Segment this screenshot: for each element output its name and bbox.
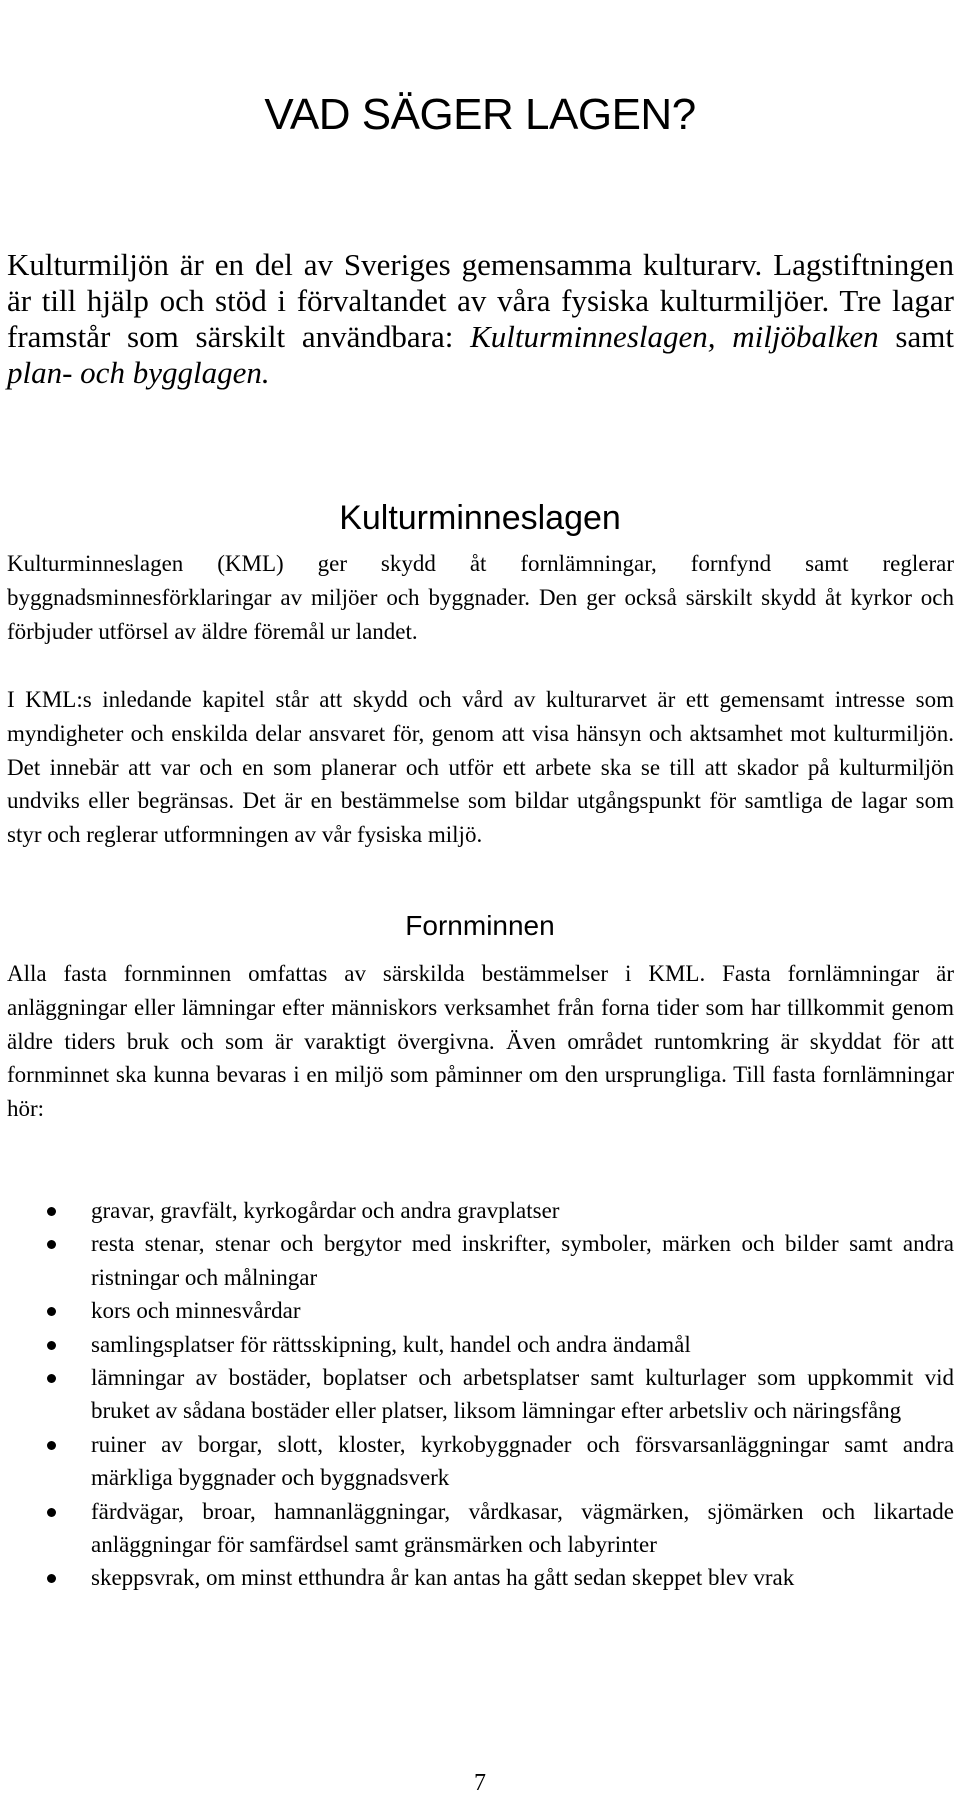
list-item (0, 1361, 960, 1428)
intro-text: Kulturmiljön är en del av Sveriges gemensamma kulturarv. Lagstiftningen är till hjälp och stöd i förvaltandet av våra fysiska kulturmiljöer. Tre lagar framstår som särskilt användbara: (7, 247, 954, 354)
list-item (0, 1227, 960, 1294)
fornminnen-heading: Fornminnen (405, 910, 555, 941)
list-item-text: resta stenar, stenar och bergytor med inskrifter, symboler, märken och bilder samt andra ristningar och målningar (91, 1231, 954, 1290)
bullet-icon (47, 1574, 56, 1583)
list-item (0, 1495, 960, 1562)
law-names-1: Kulturminneslagen, miljöbalken (470, 319, 879, 354)
list-item-text: kors och minnesvårdar (91, 1298, 301, 1324)
list-item-text: färdvägar, broar, hamnanläggningar, vårdkasar, vägmärken, sjömärken och likartade anläggningar för samfärdsel samt gränsmärken och labyrinter (91, 1498, 954, 1558)
list-item-text: ruiner av borgar, slott, kloster, kyrkobyggnader och försvarsanläggningar samt andra märkliga byggnader och byggnadsverk (91, 1431, 954, 1491)
bullet-icon (47, 1341, 56, 1350)
list-item (0, 1561, 960, 1594)
list-item (0, 1294, 960, 1327)
bullet-icon (47, 1374, 56, 1383)
bullet-icon (47, 1207, 56, 1216)
bullet-icon (47, 1508, 56, 1517)
bullet-icon (47, 1441, 56, 1450)
bullet-icon (47, 1307, 56, 1316)
intro-conjunction: samt (878, 319, 954, 354)
law-names-2: plan- och bygglagen. (7, 355, 270, 390)
fornminnen-paragraph: Alla fasta fornminnen omfattas av särskilda bestämmelser i KML. Fasta fornlämningar är anläggningar eller lämningar efter människors verksamhet från forna tider som har tillkommit genom äldre tiders bruk och som är varaktigt övergivna. Även området runtomkring är skyddat för att fornminnet ska kunna bevaras i en miljö som påminner om den ursprungliga. Till fasta fornlämningar hör: (7, 961, 954, 1122)
intro-paragraph (7, 247, 954, 391)
list-item-text: lämningar av bostäder, boplatser och arbetsplatser samt kulturlager som uppkommit vid bruket av sådana bostäder eller platser, liksom lämningar efter arbetsliv och näringsfång (91, 1365, 954, 1424)
list-item (0, 1194, 960, 1227)
kml-paragraph-2: I KML:s inledande kapitel står att skydd och vård av kulturarvet är ett gemensamt intresse som myndigheter och enskilda delar ansvaret för, genom att visa hänsyn och aktsamhet mot kulturmiljön. Det innebär att var och en som planerar och utför ett arbete ska se till att skador på kulturmiljön undviks eller begränsas. Det är en bestämmelse som bildar utgångspunkt för samtliga de lagar som styr och reglerar utformningen av vår fysiska miljö. (7, 687, 954, 848)
list-item (0, 1428, 960, 1495)
list-item (0, 1328, 960, 1361)
page-title: VAD SÄGER LAGEN? (264, 90, 696, 139)
kml-paragraph-1: Kulturminneslagen (KML) ger skydd åt fornlämningar, fornfynd samt reglerar byggnadsminnesförklaringar av miljöer och byggnader. Den ger också särskilt skydd åt kyrkor och förbjuder utförsel av äldre föremål ur landet. (7, 551, 954, 644)
list-item-text: skeppsvrak, om minst etthundra år kan antas ha gått sedan skeppet blev vrak (91, 1565, 795, 1591)
bullet-icon (47, 1240, 56, 1249)
list-item-text: gravar, gravfält, kyrkogårdar och andra gravplatser (91, 1198, 560, 1223)
fornlamningar-list (0, 1194, 960, 1595)
kulturminneslagen-heading: Kulturminneslagen (339, 499, 621, 537)
page-number: 7 (474, 1770, 486, 1796)
list-item-text: samlingsplatser för rättsskipning, kult, handel och andra ändamål (91, 1331, 691, 1357)
